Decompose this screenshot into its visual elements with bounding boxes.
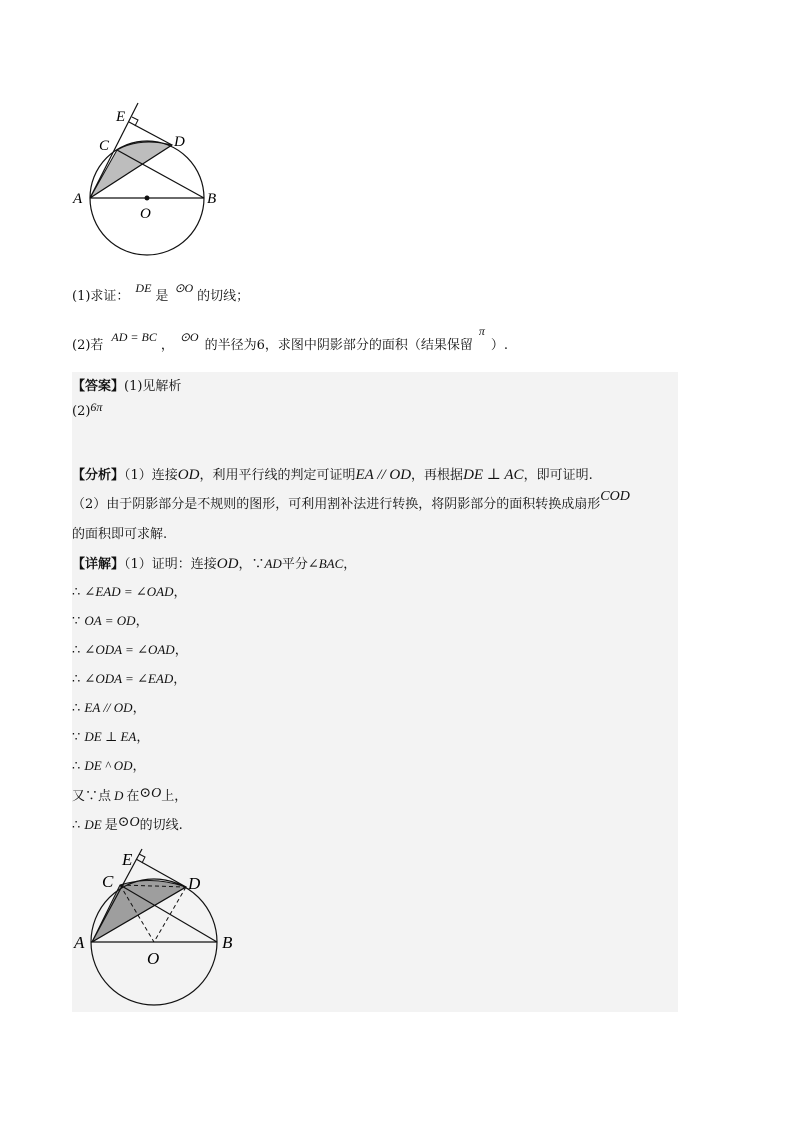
analysis-label: 【分析】 — [72, 468, 125, 483]
step-math: EA // OD — [84, 700, 133, 715]
analysis-1-math-ea-od: EA // OD — [355, 467, 412, 483]
step-symbol: ∴ — [72, 672, 81, 687]
step-symbol: ∵ — [72, 614, 81, 629]
step-symbol: ∴ — [72, 643, 81, 658]
label-b: B — [222, 933, 233, 952]
detail-step-1 — [72, 583, 186, 602]
q2-math-ad-bc: AD = BC — [111, 330, 157, 344]
detail-9-math-circle-o: ⊙O — [139, 786, 162, 801]
detail-line-1 — [72, 555, 356, 574]
label-o: O — [147, 949, 160, 968]
detail-1b: ，∵ — [238, 557, 265, 572]
detail-1-math-od: OD — [216, 556, 239, 572]
label-a: A — [74, 933, 85, 952]
detail-10-math-de: DE — [84, 817, 102, 832]
answer-2-math: 6π — [90, 400, 103, 414]
detail-line-10 — [72, 816, 183, 835]
detail-1c: 平分 — [281, 557, 308, 572]
detail-step-7 — [72, 757, 146, 776]
label-e: E — [116, 109, 126, 125]
answer-line-2 — [72, 402, 102, 421]
q1-math-de: DE — [135, 281, 152, 295]
q1-prefix: (1)求证： — [72, 289, 130, 304]
step-end: ， — [173, 585, 187, 600]
center-point — [145, 196, 150, 201]
detail-9a: 又∵点 — [72, 789, 112, 804]
detail-10c: 的切线. — [139, 818, 183, 833]
analysis-line-3 — [72, 526, 167, 544]
detail-step-6 — [72, 728, 149, 747]
detail-1-math-ad: AD — [264, 556, 282, 571]
analysis-1a: （1）连接 — [124, 468, 178, 483]
detail-line-9 — [72, 787, 187, 806]
step-symbol: ∴ — [72, 585, 81, 600]
step-end: ， — [132, 759, 146, 774]
label-o: O — [140, 206, 151, 222]
step-symbol: ∴ — [72, 701, 81, 716]
step-end: ， — [136, 730, 150, 745]
step-math: OA = OD — [84, 613, 136, 628]
analysis-line-1 — [72, 466, 593, 485]
analysis-1-math-od: OD — [177, 467, 200, 483]
q2-suffix: ）. — [490, 338, 509, 353]
detail-9c: 上， — [161, 789, 188, 804]
step-math: ∠ODA = ∠OAD — [84, 642, 175, 657]
analysis-2a: （2）由于阴影部分是不规则的图形，可利用割补法进行转换，将阴影部分的面积转换成扇形 — [72, 497, 601, 512]
q1-mid: 是 — [155, 289, 169, 304]
q2-math-circle-o: ⊙O — [179, 330, 199, 344]
answer-2-prefix: (2) — [72, 404, 91, 419]
analysis-1d: ，即可证明. — [523, 468, 593, 483]
step-end: ， — [135, 614, 149, 629]
step-symbol: ∴ — [72, 759, 81, 774]
detail-1-math-bac: ∠BAC — [307, 556, 344, 571]
line-cb — [117, 150, 204, 198]
question-1 — [72, 281, 250, 306]
label-a: A — [73, 191, 83, 207]
answer-label: 【答案】 — [72, 379, 125, 394]
step-math: DE ^ OD — [84, 758, 133, 773]
step-end: ， — [174, 643, 188, 658]
analysis-1c: ，再根据 — [411, 468, 464, 483]
step-end: ， — [173, 672, 187, 687]
analysis-3: 的面积即可求解. — [72, 527, 168, 542]
q2-mid: 的半径为6，求图中阴影部分的面积（结果保留 — [204, 338, 473, 353]
q2-math-pi: π — [478, 324, 485, 338]
detail-9b: 在 — [126, 789, 140, 804]
answer-line-1 — [72, 378, 181, 396]
step-math: DE ⊥ EA — [84, 729, 137, 744]
detail-10-math-circle-o: ⊙O — [117, 815, 140, 830]
detail-step-4 — [72, 670, 186, 689]
q2-prefix: (2)若 — [72, 338, 104, 353]
detail-label: 【详解】 — [72, 557, 125, 572]
detail-10-symbol: ∴ — [72, 818, 81, 833]
label-b: B — [207, 191, 217, 207]
detail-step-2 — [72, 612, 149, 631]
step-end: ， — [132, 701, 146, 716]
q2-comma: ， — [160, 338, 174, 353]
analysis-2-math-cod: COD — [600, 489, 630, 504]
analysis-1-math-de-ac: DE ⊥ AC — [463, 467, 524, 483]
q1-suffix: 的切线； — [197, 289, 250, 304]
analysis-1b: ，利用平行线的判定可证明 — [199, 468, 356, 483]
question-2 — [72, 324, 509, 355]
detail-step-3 — [72, 641, 188, 660]
analysis-line-2 — [72, 489, 630, 514]
geometry-figure-1 — [60, 95, 240, 265]
step-math: ∠EAD = ∠OAD — [84, 584, 174, 599]
label-c: C — [99, 138, 110, 154]
detail-1a: （1）证明：连接 — [124, 557, 217, 572]
label-e: E — [122, 850, 133, 869]
label-d: D — [188, 874, 201, 893]
answer-1: (1)见解析 — [124, 379, 182, 394]
geometry-figure-2 — [62, 845, 252, 1010]
detail-10b: 是 — [104, 818, 118, 833]
detail-1d: ， — [343, 557, 357, 572]
q1-math-circle-o: ⊙O — [174, 281, 194, 295]
step-math: ∠ODA = ∠EAD — [84, 671, 174, 686]
label-d: D — [174, 134, 185, 150]
detail-step-5 — [72, 699, 146, 718]
detail-9-math-d: D — [114, 788, 124, 803]
label-c: C — [102, 872, 114, 891]
step-symbol: ∵ — [72, 730, 81, 745]
